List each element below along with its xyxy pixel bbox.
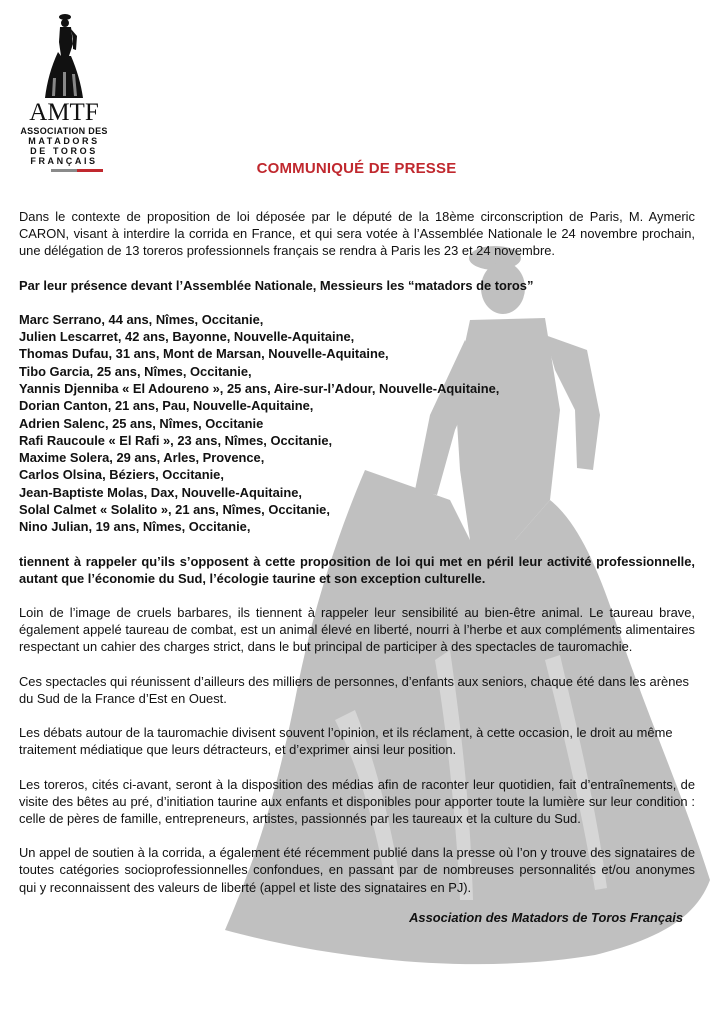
press-release-title: COMMUNIQUÉ DE PRESSE <box>256 160 457 177</box>
list-item: Nino Julian, 19 ans, Nîmes, Occitanie, <box>19 519 251 535</box>
logo-line-4: FRANÇAIS <box>30 156 98 166</box>
matador-logo-icon <box>43 12 85 100</box>
amtf-logo <box>14 12 114 172</box>
logo-line-3: DE TOROS <box>30 146 98 156</box>
opposition-paragraph: tiennent à rappeler qu’ils s’opposent à cette proposition de loi qui met en péril leur activité professionnelle, autant que l’économie du Sud, l’écologie taurine et son exception culturelle. <box>19 553 695 586</box>
list-item: Adrien Salenc, 25 ans, Nîmes, Occitanie <box>19 415 264 431</box>
list-item: Solal Calmet « Solalito », 21 ans, Nîmes, Occitanie, <box>19 502 330 518</box>
list-item: Tibo Garcia, 25 ans, Nîmes, Occitanie, <box>19 363 252 379</box>
list-item: Thomas Dufau, 31 ans, Mont de Marsan, Nouvelle-Aquitaine, <box>19 346 389 362</box>
list-item: Julien Lescarret, 42 ans, Bayonne, Nouvelle-Aquitaine, <box>19 329 355 345</box>
signature: Association des Matadors de Toros Français <box>409 909 683 925</box>
list-item: Maxime Solera, 29 ans, Arles, Provence, <box>19 450 265 466</box>
spectacles-paragraph: Ces spectacles qui réunissent d’ailleurs des milliers de personnes, d’enfants aux seniors, chaque été dans les arènes du Sud de la France d’Est en Ouest. <box>19 673 689 706</box>
presence-paragraph: Par leur présence devant l’Assemblée Nationale, Messieurs les “matadors de toros” <box>19 277 534 293</box>
intro-paragraph: Dans le contexte de proposition de loi déposée par le député de la 18ème circonscription de Paris, M. Aymeric CARON, visant à interdire la corrida en France, et qui sera votée à l’Assemblée Nationale le 24 novembre prochain, une délégation de 13 toreros professionnels français se rendra à Paris les 23 et 24 novembre. <box>19 209 695 259</box>
list-item: Dorian Canton, 21 ans, Pau, Nouvelle-Aquitaine, <box>19 398 314 414</box>
debate-paragraph: Les débats autour de la tauromachie divisent souvent l’opinion, et ils réclament, à cette occasion, le droit au même traitement médiatique que leurs détracteurs, et d’exprimer ainsi leur position. <box>19 725 673 758</box>
availability-paragraph: Les toreros, cités ci-avant, seront à la disposition des médias afin de raconter leur quotidien, fait d’entraînements, de visite des bêtes au pré, d’initiation taurine aux enfants et disponibles pour apporter toute la lumière sur leur condition : celle de pères de famille, entrepreneurs, artistes, passionnés par les taureaux et la culture du Sud. <box>19 776 695 826</box>
logo-line-1: ASSOCIATION DES <box>20 126 108 136</box>
animal-welfare-paragraph: Loin de l’image de cruels barbares, ils tiennent à rappeler leur sensibilité au bien-être animal. Le taureau brave, également appelé taureau de combat, est un animal élevé en liberté, nourri à l’herbe et aux compléments alimentaires respectant un cahier des charges strict, dans le but principal de participer à des spectacles de tauromachie. <box>19 605 695 655</box>
matadors-list <box>19 311 695 536</box>
list-item: Carlos Olsina, Béziers, Occitanie, <box>19 467 224 483</box>
support-call-paragraph: Un appel de soutien à la corrida, a également été récemment publié dans la presse où l’on y trouve des signataires de toutes catégories socioprofessionnelles confondues, en passant par de nombreuses personnalités et/ou anonymes qui y reconnaissent des valeurs de liberté (appel et liste des signataires en PJ). <box>19 845 695 895</box>
logo-line-2: MATADORS <box>28 136 100 146</box>
list-item: Yannis Djenniba « El Adoureno », 25 ans, Aire-sur-l’Adour, Nouvelle-Aquitaine, <box>19 381 500 396</box>
list-item: Jean-Baptiste Molas, Dax, Nouvelle-Aquitaine, <box>19 484 302 500</box>
list-item: Marc Serrano, 44 ans, Nîmes, Occitanie, <box>19 311 264 327</box>
logo-acronym: AMTF <box>29 99 99 126</box>
list-item: Rafi Raucoule « El Rafi », 23 ans, Nîmes, Occitanie, <box>19 432 333 448</box>
press-release-body <box>19 208 695 926</box>
